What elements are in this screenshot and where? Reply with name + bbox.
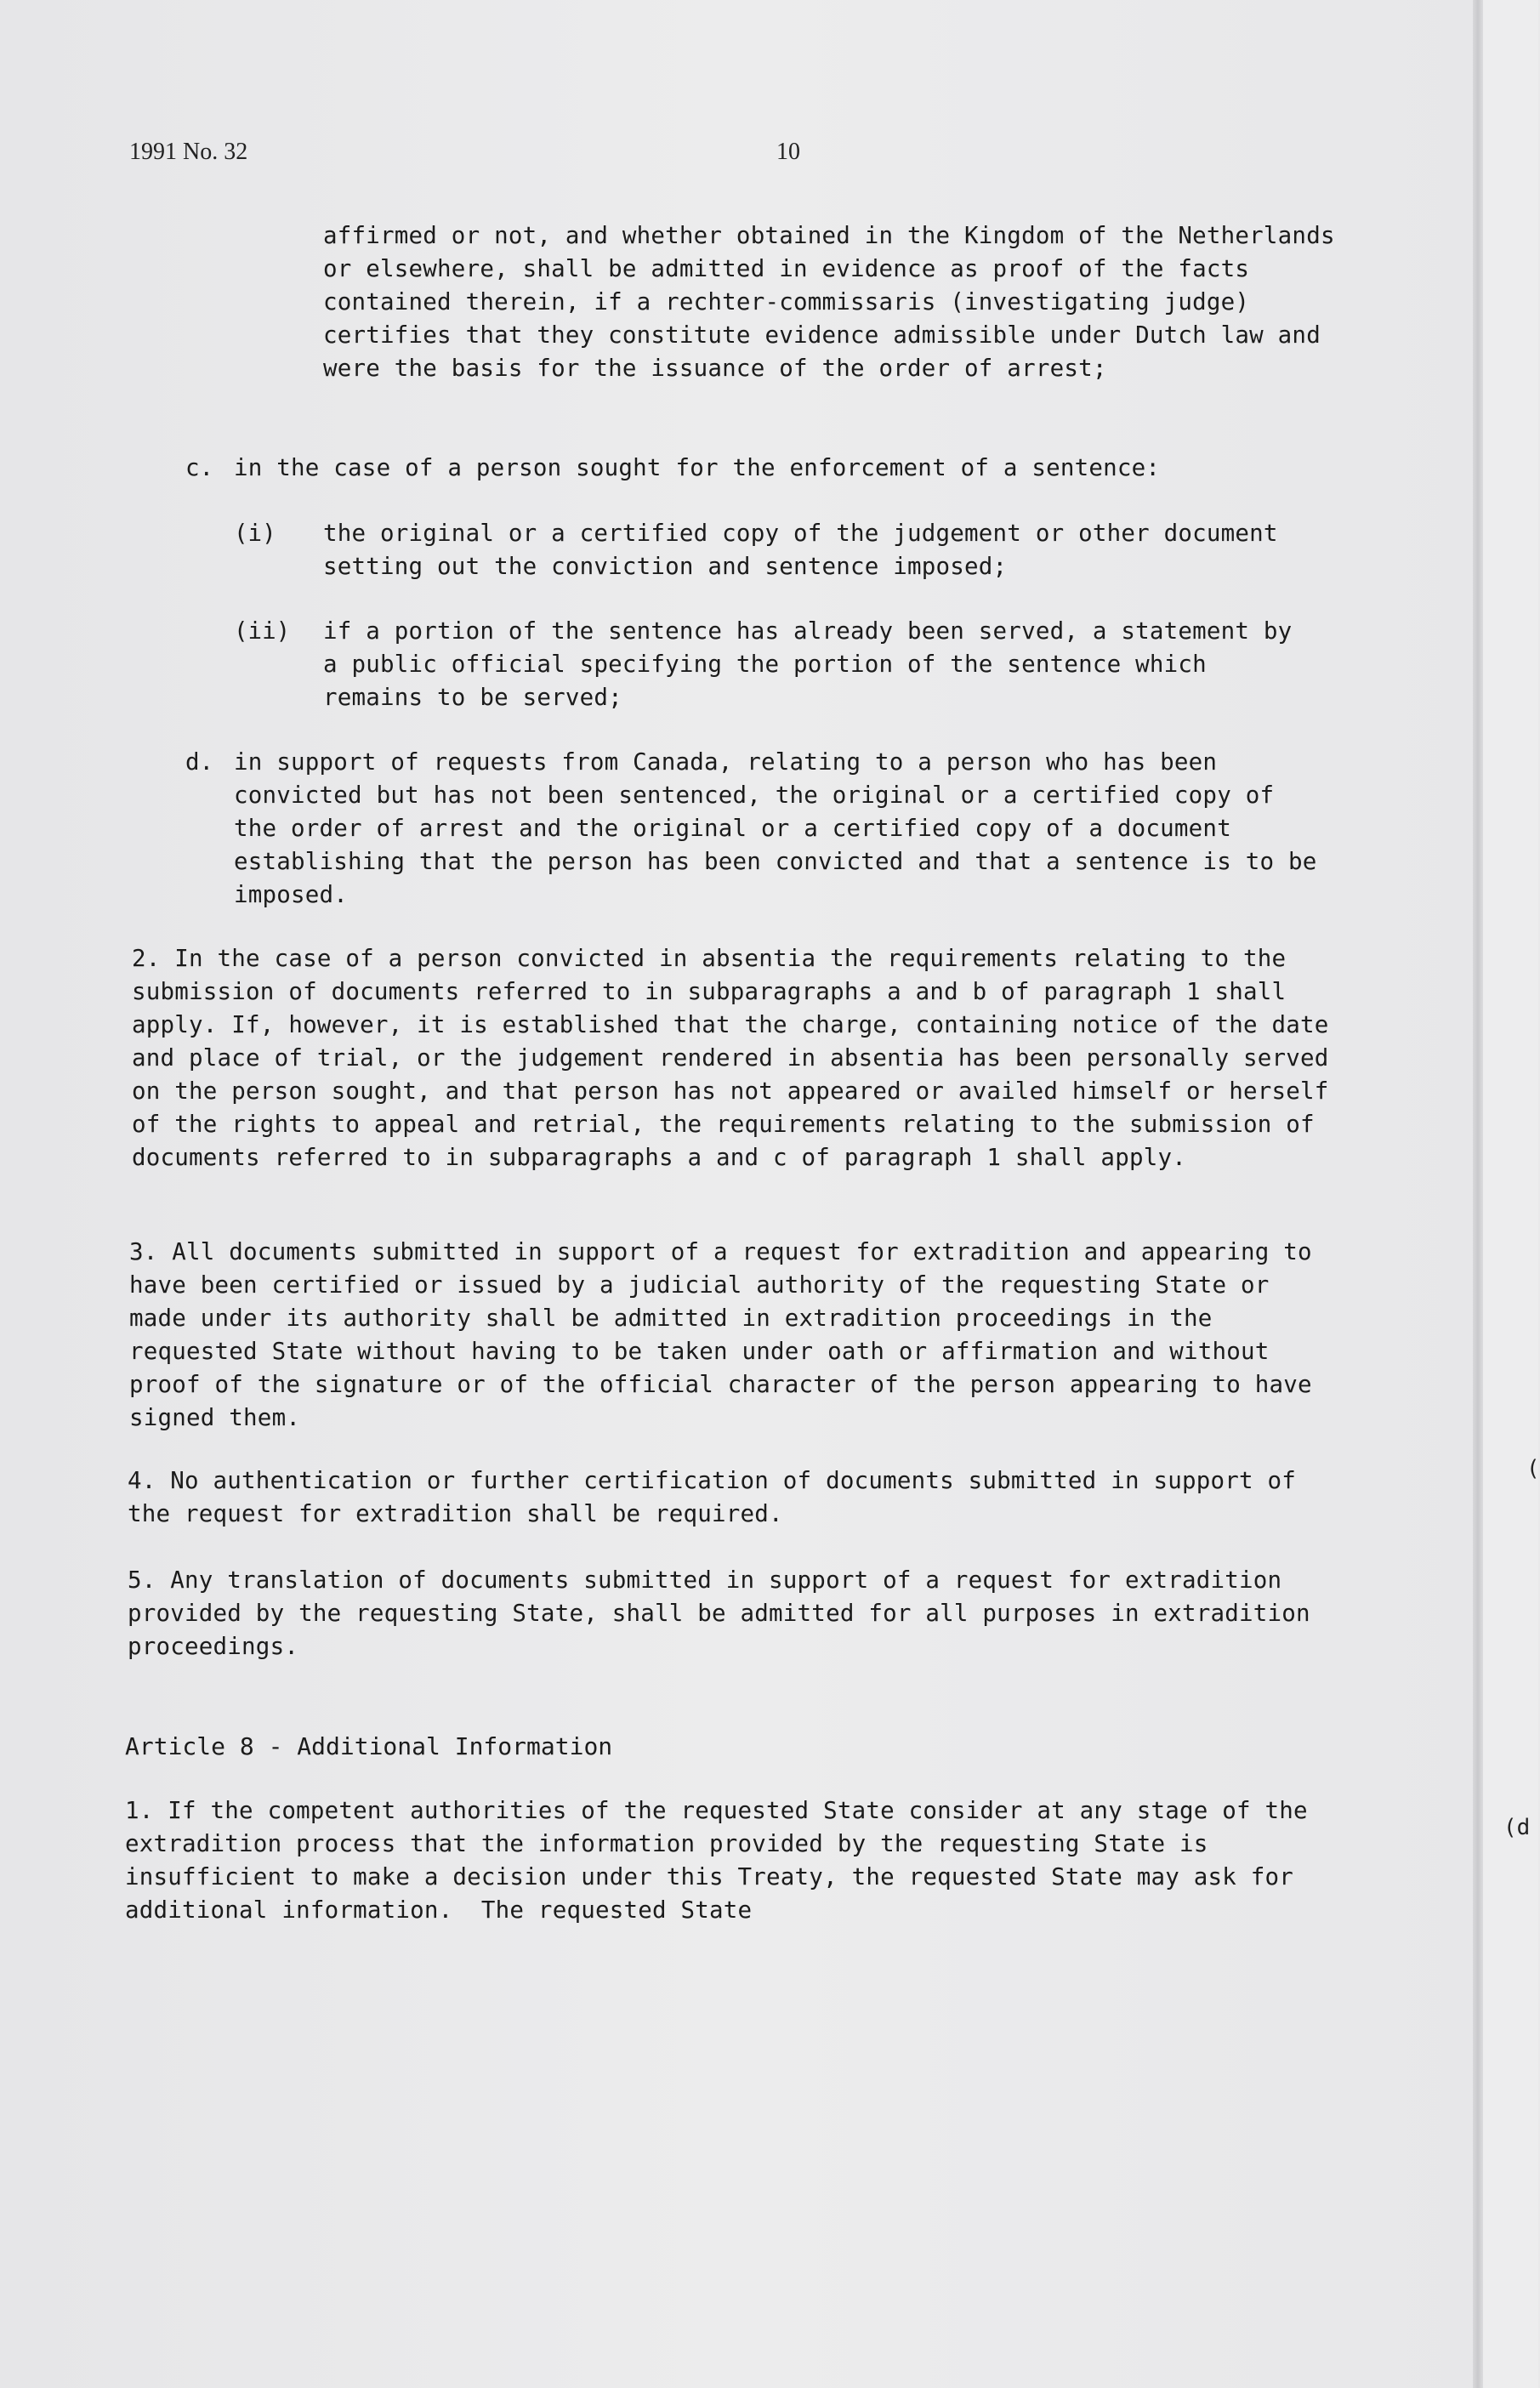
item-c-text: in the case of a person sought for the enforcement of a sentence: xyxy=(234,454,1161,481)
adjacent-page-strip xyxy=(1483,0,1538,2388)
sub-i-marker: (i) xyxy=(234,520,276,547)
sub-ii-marker: (ii) xyxy=(234,617,291,645)
page-number: 10 xyxy=(776,139,800,165)
item-d-marker: d. xyxy=(185,748,214,776)
margin-mark: (d xyxy=(1503,1815,1531,1840)
item-c-marker: c. xyxy=(185,454,214,481)
paragraph-5: 5. Any translation of documents submitted in support of a request for extradition provided by the requesting State, shall be admitted for all purposes in extradition proceedings. xyxy=(128,1566,1325,1660)
paragraph-2: 2. In the case of a person convicted in absentia the requirements relating to the submission of documents referred to in subparagraphs a and b of paragraph 1 shall apply. If, however, it is established that the charge, containing notice of the date and place of trial, or the judgement rendered in absentia has been personally served on the person sought, and that person has not appeared or availed himself or herself of the rights to appeal and retrial, the requirements relating to the submission of documents referred to in subparagraphs a and c of paragraph 1 shall apply. xyxy=(132,945,1344,1171)
page-edge xyxy=(1473,0,1483,2388)
item-d-text: in support of requests from Canada, relating to a person who has been convicted but has not been sentenced, the original or a certified copy of the order of arrest and the original or a certified copy of a document establishing that the person has been convicted and that a sentence is to be imposed. xyxy=(234,748,1332,908)
continuation-paragraph: affirmed or not, and whether obtained in the Kingdom of the Netherlands or elsewhere, shall be admitted in evidence as proof of the facts contained therein, if a rechter-commissaris (investigating judge) certifies that they constitute evidence admissible under Dutch law and were the basis for the issuance of the order of arrest; xyxy=(323,222,1350,382)
paragraph-3: 3. All documents submitted in support of a request for extradition and appearing to have been certified or issued by a judicial authority of the requesting State or made under its authority shall be admitted in extradition proceedings in the requested State without having to be taken under oath or affirmation and without proof of the signature or of the official character of the person appearing to have signed them. xyxy=(129,1238,1327,1431)
running-header: 1991 No. 32 xyxy=(129,139,248,165)
article-8-paragraph-1: 1. If the competent authorities of the requested State consider at any stage of the extradition process that the information provided by the requesting State is insufficient to make a decision under this Treaty, the requested State may ask for additional information. The requested State xyxy=(125,1797,1322,1924)
paragraph-4: 4. No authentication or further certification of documents submitted in support of the request for extradition shall be required. xyxy=(128,1467,1310,1527)
margin-mark: ( xyxy=(1526,1456,1540,1481)
article-8-heading: Article 8 - Additional Information xyxy=(125,1732,613,1760)
sub-i-text: the original or a certified copy of the judgement or other document setting out the conviction and sentence imposed; xyxy=(323,520,1293,580)
sub-ii-text: if a portion of the sentence has already been served, a statement by a public official specifying the portion of the sentence which remains to be served; xyxy=(323,617,1307,711)
